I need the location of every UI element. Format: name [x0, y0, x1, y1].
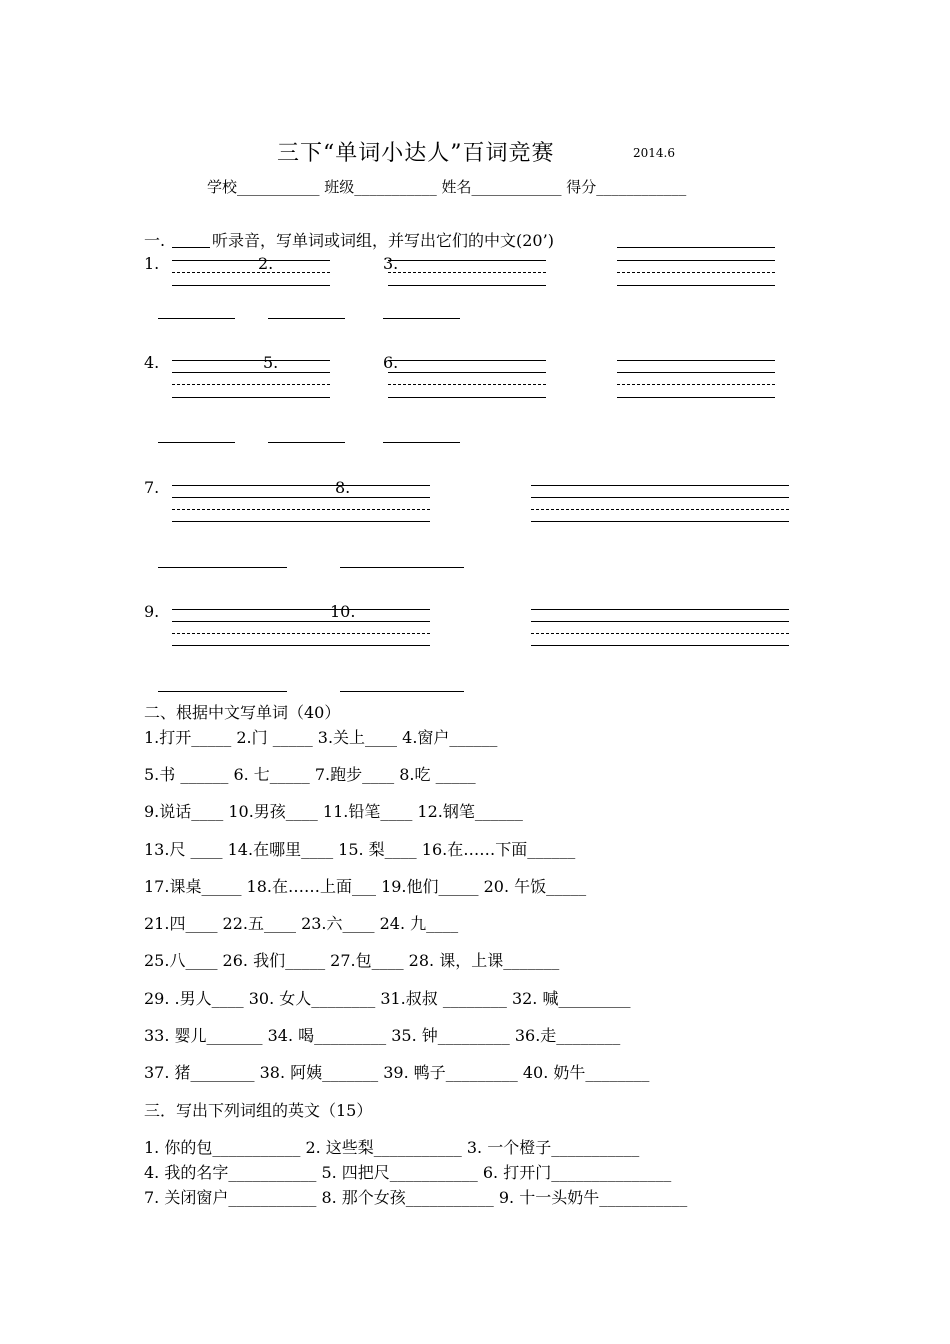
writing-line-mid: [617, 384, 775, 385]
writing-line-mid: [172, 384, 330, 385]
section1-heading-prefix: 一.: [144, 231, 166, 250]
writing-line-base: [531, 645, 789, 646]
writing-line-mid: [617, 272, 775, 273]
writing-line-mid: [531, 509, 789, 510]
writing-line-mid: [388, 272, 546, 273]
writing-line-top: [531, 485, 789, 486]
phrase-row: 7. 关闭窗户___________ 8. 那个女孩___________ 9. 十一头奶牛___________: [144, 1188, 688, 1207]
vocab-row: 37. 猪________ 38. 阿姨_______ 39. 鸭子_________ 40. 奶牛________: [144, 1063, 650, 1082]
writing-line-upper: [388, 372, 546, 373]
answer-line: [617, 247, 775, 248]
chinese-answer-line: [268, 442, 345, 443]
writing-line-base: [172, 521, 430, 522]
writing-line-base: [388, 285, 546, 286]
writing-line-upper: [172, 621, 430, 622]
chinese-answer-line: [268, 318, 345, 319]
writing-line-base: [172, 285, 330, 286]
item-number: 6.: [383, 353, 399, 372]
section2-heading: 二、根据中文写单词（40）: [144, 703, 341, 722]
vocab-row: 1.打开_____ 2.门 _____ 3.关上____ 4.窗户______: [144, 728, 498, 747]
writing-line-upper: [617, 372, 775, 373]
vocab-row: 9.说话____ 10.男孩____ 11.铅笔____ 12.钢笔______: [144, 802, 523, 821]
vocab-row: 5.书 ______ 6. 七_____ 7.跑步____ 8.吃 _____: [144, 765, 476, 784]
writing-line-top: [617, 260, 775, 261]
writing-line-top: [172, 609, 430, 610]
vocab-row: 25.八____ 26. 我们_____ 27.包____ 28. 课，上课_______: [144, 951, 560, 970]
item-number: 1.: [144, 254, 160, 273]
writing-line-mid: [531, 633, 789, 634]
chinese-answer-line: [383, 318, 460, 319]
chinese-answer-line: [158, 567, 287, 568]
date-label: 2014.6: [633, 146, 675, 160]
writing-line-top: [531, 609, 789, 610]
writing-line-upper: [531, 497, 789, 498]
item-number: 7.: [144, 478, 160, 497]
writing-line-base: [617, 285, 775, 286]
phrase-row: 4. 我的名字___________ 5. 四把尺___________ 6. 打开门_______________: [144, 1163, 672, 1182]
writing-line-top: [172, 360, 330, 361]
section1-heading: 听录音，写单词或词组，并写出它们的中文(20’): [212, 231, 554, 250]
vocab-row: 21.四____ 22.五____ 23.六____ 24. 九____: [144, 914, 459, 933]
chinese-answer-line: [158, 691, 287, 692]
writing-line-top: [172, 260, 330, 261]
answer-line: [172, 247, 210, 248]
item-number: 9.: [144, 602, 160, 621]
item-number: 8.: [335, 478, 351, 497]
writing-line-mid: [172, 633, 430, 634]
vocab-row: 29. .男人____ 30. 女人________ 31.叔叔 ________ 32. 喊_________: [144, 989, 631, 1008]
writing-line-base: [172, 397, 330, 398]
writing-line-top: [388, 260, 546, 261]
student-info-line: 学校___________ 班级___________ 姓名____________ 得分____________: [207, 178, 687, 196]
phrase-row: 1. 你的包___________ 2. 这些梨___________ 3. 一个橙子___________: [144, 1138, 640, 1157]
section3-heading: 三．写出下列词组的英文（15）: [144, 1101, 373, 1120]
item-number: 5.: [263, 353, 279, 372]
item-number: 2.: [258, 254, 274, 273]
writing-line-top: [172, 485, 430, 486]
chinese-answer-line: [383, 442, 460, 443]
writing-line-base: [531, 521, 789, 522]
vocab-row: 17.课桌_____ 18.在……上面___ 19.他们_____ 20. 午饭_____: [144, 877, 587, 896]
writing-line-upper: [172, 372, 330, 373]
item-number: 10.: [330, 602, 356, 621]
chinese-answer-line: [340, 567, 464, 568]
writing-line-base: [388, 397, 546, 398]
writing-line-mid: [172, 509, 430, 510]
writing-line-upper: [531, 621, 789, 622]
chinese-answer-line: [158, 318, 235, 319]
vocab-row: 33. 婴儿_______ 34. 喝_________ 35. 钟_________ 36.走________: [144, 1026, 621, 1045]
chinese-answer-line: [158, 442, 235, 443]
writing-line-top: [617, 360, 775, 361]
chinese-answer-line: [340, 691, 464, 692]
item-number: 4.: [144, 353, 160, 372]
writing-line-base: [172, 645, 430, 646]
writing-line-mid: [172, 272, 330, 273]
item-number: 3.: [383, 254, 399, 273]
writing-line-upper: [172, 497, 430, 498]
writing-line-top: [388, 360, 546, 361]
writing-line-base: [617, 397, 775, 398]
writing-line-mid: [388, 384, 546, 385]
vocab-row: 13.尺 ____ 14.在哪里____ 15. 梨____ 16.在……下面______: [144, 840, 576, 859]
page-title: 三下“单词小达人”百词竞赛: [277, 141, 555, 166]
